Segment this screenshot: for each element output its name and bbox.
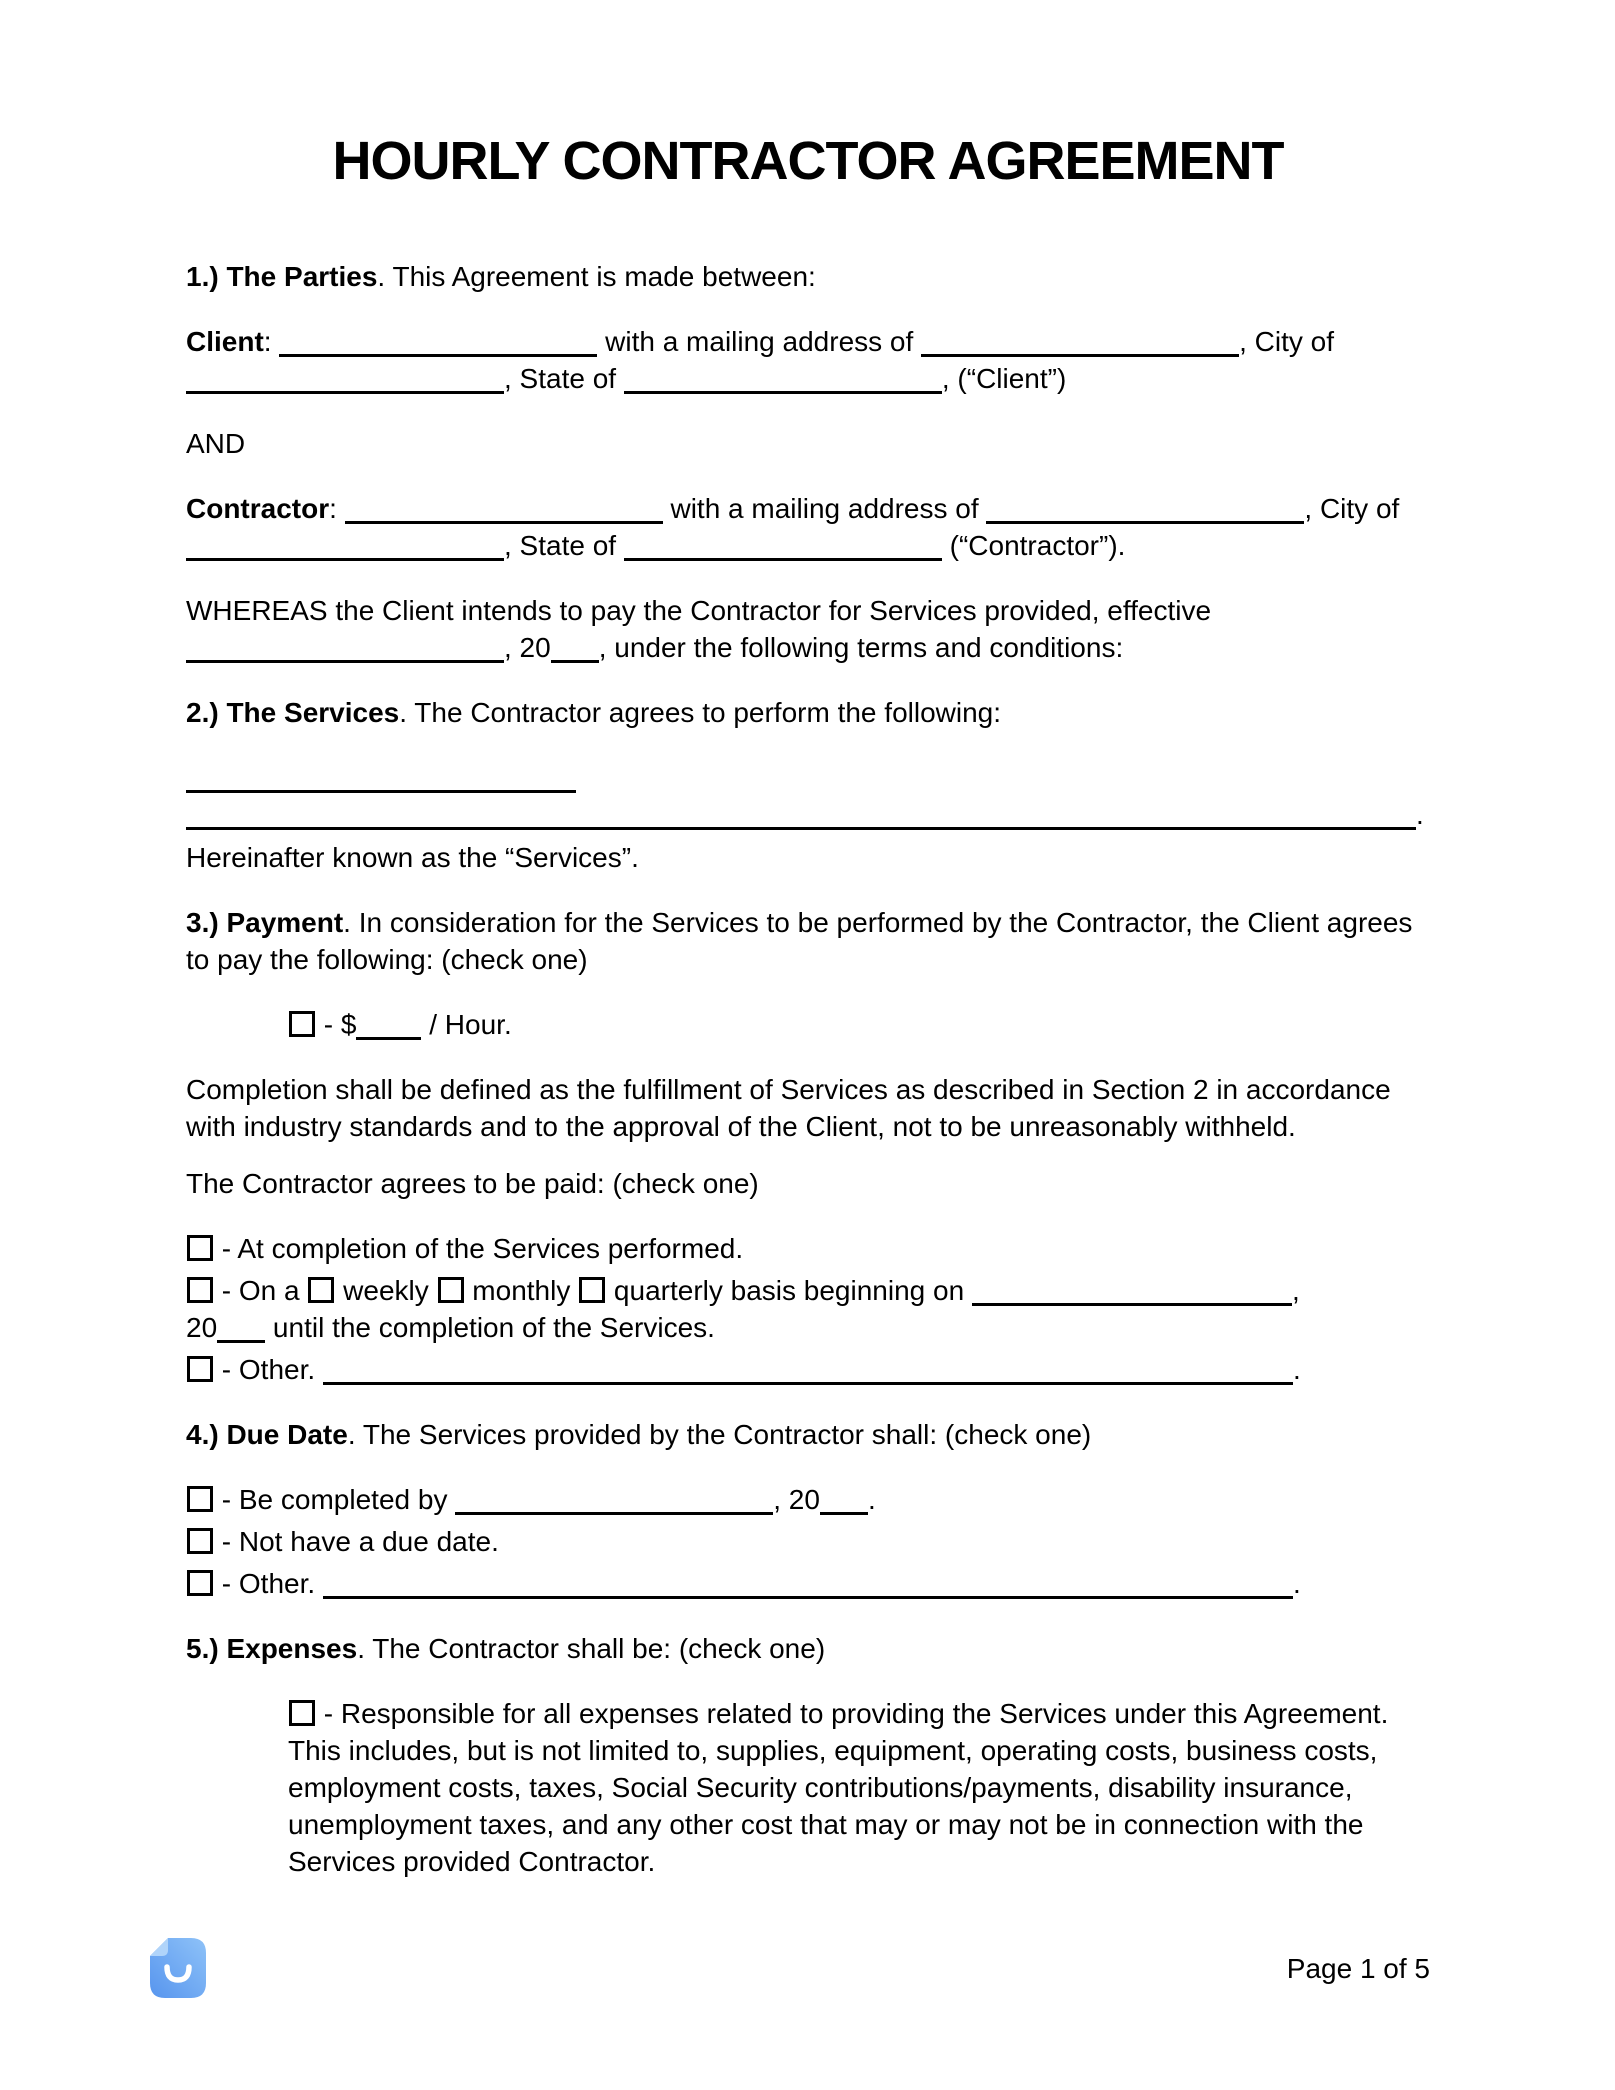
contractor-state-text: , State of — [504, 530, 624, 561]
effective-year-blank[interactable] — [551, 634, 599, 663]
services-description-blank-2[interactable] — [186, 801, 1416, 830]
periodic-comma-text: , — [1291, 1275, 1300, 1306]
effective-date-blank[interactable] — [186, 634, 504, 663]
option-expenses-responsible — [288, 1695, 1430, 1880]
option-at-completion-text: - At completion of the Services performed. — [214, 1233, 744, 1264]
no-due-date-checkbox[interactable] — [187, 1528, 213, 1554]
contractor-label: Contractor — [186, 493, 330, 524]
option-at-completion — [186, 1230, 1430, 1267]
services-section-heading: 2.) The Services — [186, 697, 400, 728]
quarterly-checkbox[interactable] — [579, 1277, 605, 1303]
services-description-lines — [186, 759, 1430, 833]
completion-definition-paragraph: Completion shall be defined as the fulfillment of Services as described in Section 2 in accordance with industry standards and to the approval of the Client, not to be unreasonably withheld. — [186, 1074, 1391, 1142]
services-description-blank-1[interactable] — [186, 764, 576, 793]
weekly-checkbox[interactable] — [308, 1277, 334, 1303]
monthly-checkbox[interactable] — [438, 1277, 464, 1303]
eforms-logo — [150, 1938, 206, 1998]
due-other-period-text: . — [1292, 1568, 1301, 1599]
weekly-text: weekly — [335, 1275, 437, 1306]
be-completed-by-checkbox[interactable] — [187, 1486, 213, 1512]
expenses-section-intro — [186, 1630, 1430, 1667]
contractor-city-text: , City of — [1304, 493, 1400, 524]
payment-schedule-options — [186, 1230, 1430, 1388]
hourly-rate-suffix-text: / Hour. — [421, 1009, 512, 1040]
due-year-blank[interactable] — [820, 1486, 868, 1515]
periodic-end-text: until the completion of the Services. — [265, 1312, 715, 1343]
periodic-start-date-blank[interactable] — [972, 1277, 1292, 1306]
contractor-state-blank[interactable] — [624, 532, 942, 561]
monthly-text: monthly — [464, 1275, 579, 1306]
client-city-text: , City of — [1239, 326, 1334, 357]
due-date-options — [186, 1481, 1430, 1602]
client-end-text: , (“Client”) — [941, 363, 1067, 394]
due-period-text: . — [867, 1484, 876, 1515]
contractor-end-text: (“Contractor”). — [941, 530, 1126, 561]
payment-section-heading-rest: . In consideration for the Services to be performed by the Contractor, the Client agrees to pay the following: (check one) — [186, 907, 1413, 975]
due-other-blank[interactable] — [323, 1570, 1293, 1599]
logo-document-shape — [150, 1938, 206, 1998]
contractor-name-blank[interactable] — [345, 495, 663, 524]
no-due-date-text: - Not have a due date. — [214, 1526, 499, 1557]
option-periodic-basis — [186, 1272, 1430, 1346]
payment-section-intro — [186, 904, 1430, 978]
and-connector: AND — [186, 428, 246, 459]
services-section-intro — [186, 694, 1430, 731]
hourly-rate-prefix-text: - $ — [316, 1009, 357, 1040]
payment-other-blank[interactable] — [323, 1356, 1293, 1385]
whereas-end-text: , under the following terms and conditions: — [598, 632, 1124, 663]
periodic-prefix-text: - On a — [214, 1275, 308, 1306]
periodic-basis-checkbox[interactable] — [187, 1277, 213, 1303]
whereas-clause — [186, 592, 1430, 666]
quarterly-text: quarterly basis beginning on — [606, 1275, 972, 1306]
periodic-year-prefix-text: 20 — [186, 1312, 218, 1343]
due-other-checkbox[interactable] — [187, 1570, 213, 1596]
expenses-responsible-text: - Responsible for all expenses related to providing the Services under this Agreement. This includes, but is not limited to, supplies, equipment, operating costs, business costs, employment costs, taxes, Social Security contributions/payments, disability insurance, unemployment taxes, and any other cost that may or may not be in connection with the Services provided Contractor. — [288, 1698, 1389, 1877]
client-label: Client — [186, 326, 264, 357]
expenses-section-heading: 5.) Expenses — [186, 1633, 358, 1664]
eforms-smile-document-icon — [150, 1938, 206, 1998]
payment-section-heading: 3.) Payment — [186, 907, 344, 938]
option-due-other — [186, 1565, 1430, 1602]
due-date-section-intro — [186, 1416, 1430, 1453]
client-party-line — [186, 323, 1430, 397]
client-colon: : — [263, 326, 280, 357]
client-address-text: with a mailing address of — [597, 326, 922, 357]
option-no-due-date — [186, 1523, 1430, 1560]
contractor-city-blank[interactable] — [186, 532, 504, 561]
parties-section-intro — [186, 258, 1430, 295]
client-city-blank[interactable] — [186, 365, 504, 394]
parties-section-heading: 1.) The Parties — [186, 261, 378, 292]
paid-intro-line: The Contractor agrees to be paid: (check one) — [186, 1168, 759, 1199]
client-state-blank[interactable] — [624, 365, 942, 394]
whereas-year-prefix: , 20 — [504, 632, 551, 663]
client-state-text: , State of — [504, 363, 624, 394]
whereas-intro-text: WHEREAS the Client intends to pay the Contractor for Services provided, effective — [186, 595, 1212, 626]
services-section-heading-rest: . The Contractor agrees to perform the following: — [399, 697, 1002, 728]
contractor-address-blank[interactable] — [986, 495, 1304, 524]
hourly-rate-checkbox[interactable] — [289, 1011, 315, 1037]
at-completion-checkbox[interactable] — [187, 1235, 213, 1261]
logo-folded-corner — [150, 1938, 168, 1956]
due-year-prefix-text: , 20 — [773, 1484, 820, 1515]
hereinafter-line: Hereinafter known as the “Services”. — [186, 842, 639, 873]
payment-other-prefix-text: - Other. — [214, 1354, 323, 1385]
hourly-rate-option — [288, 1006, 1430, 1043]
services-line-period: . — [1416, 799, 1424, 830]
contractor-colon: : — [329, 493, 345, 524]
be-completed-prefix-text: - Be completed by — [214, 1484, 456, 1515]
option-be-completed-by — [186, 1481, 1430, 1518]
expenses-section-heading-rest: . The Contractor shall be: (check one) — [357, 1633, 826, 1664]
parties-section-heading-rest: . This Agreement is made between: — [377, 261, 816, 292]
option-payment-other — [186, 1351, 1430, 1388]
page-number: Page 1 of 5 — [1286, 1953, 1430, 1984]
client-name-blank[interactable] — [279, 328, 597, 357]
due-date-blank[interactable] — [455, 1486, 773, 1515]
client-address-blank[interactable] — [921, 328, 1239, 357]
page-title: HOURLY CONTRACTOR AGREEMENT — [332, 131, 1284, 191]
periodic-start-year-blank[interactable] — [217, 1314, 265, 1343]
expenses-responsible-checkbox[interactable] — [289, 1700, 315, 1726]
hourly-rate-blank[interactable] — [356, 1011, 421, 1040]
due-date-section-heading-rest: . The Services provided by the Contractor shall: (check one) — [347, 1419, 1092, 1450]
due-other-prefix-text: - Other. — [214, 1568, 323, 1599]
contractor-party-line — [186, 490, 1430, 564]
payment-other-checkbox[interactable] — [187, 1356, 213, 1382]
payment-other-period-text: . — [1292, 1354, 1301, 1385]
contractor-address-text: with a mailing address of — [662, 493, 987, 524]
due-date-section-heading: 4.) Due Date — [186, 1419, 348, 1450]
